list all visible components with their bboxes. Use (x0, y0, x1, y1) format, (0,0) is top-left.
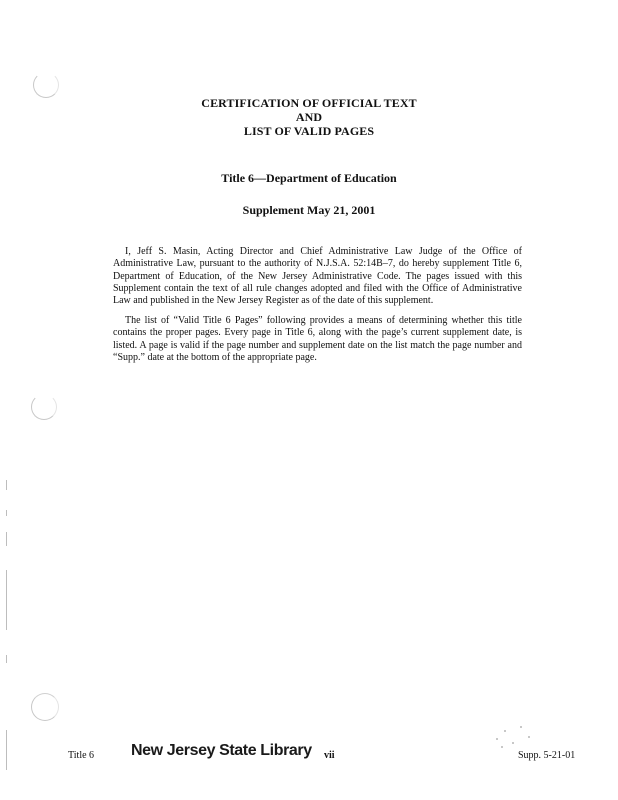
binder-hole-mark (31, 394, 57, 420)
page-number: vii (324, 750, 335, 761)
footer-title: Title 6 (68, 750, 95, 761)
library-stamp: New Jersey State Library (131, 742, 312, 759)
certification-paragraph: I, Jeff S. Masin, Acting Director and Chief Administrative Law Judge of the Office of Administrative Law, pursuant to the authority of N.J.S.A. 52:14B–7, do hereby supplement Title 6, Department of Education, of the New Jersey Administrative Code. The pages issued with this Supplement contain the text of all rule changes adopted and filed with the Office of Administrative Law and published in the New Jersey Register as of the date of this supplement. (113, 246, 522, 307)
scan-speckle (492, 724, 538, 752)
supplement-date: Supp. 5-21-01 (518, 750, 576, 761)
header-line-certification: CERTIFICATION OF OFFICIAL TEXT (201, 96, 417, 110)
scan-edge-marks (6, 480, 8, 780)
header-line-valid-pages: LIST OF VALID PAGES (243, 124, 375, 138)
title-heading: Title 6—Department of Education (221, 171, 397, 185)
header-line-and: AND (295, 110, 323, 124)
supplement-heading: Supplement May 21, 2001 (242, 203, 376, 217)
binder-hole-mark (31, 693, 59, 721)
valid-pages-paragraph: The list of “Valid Title 6 Pages” following provides a means of determining whether this title contains the proper pages. Every page in Title 6, along with the page’s current supplement date, is listed. A page is valid if the page number and supplement date on the list match the page number and “Supp.” date at the bottom of the appropriate page. (113, 315, 522, 363)
binder-hole-mark (33, 72, 59, 98)
document-header (0, 96, 618, 138)
